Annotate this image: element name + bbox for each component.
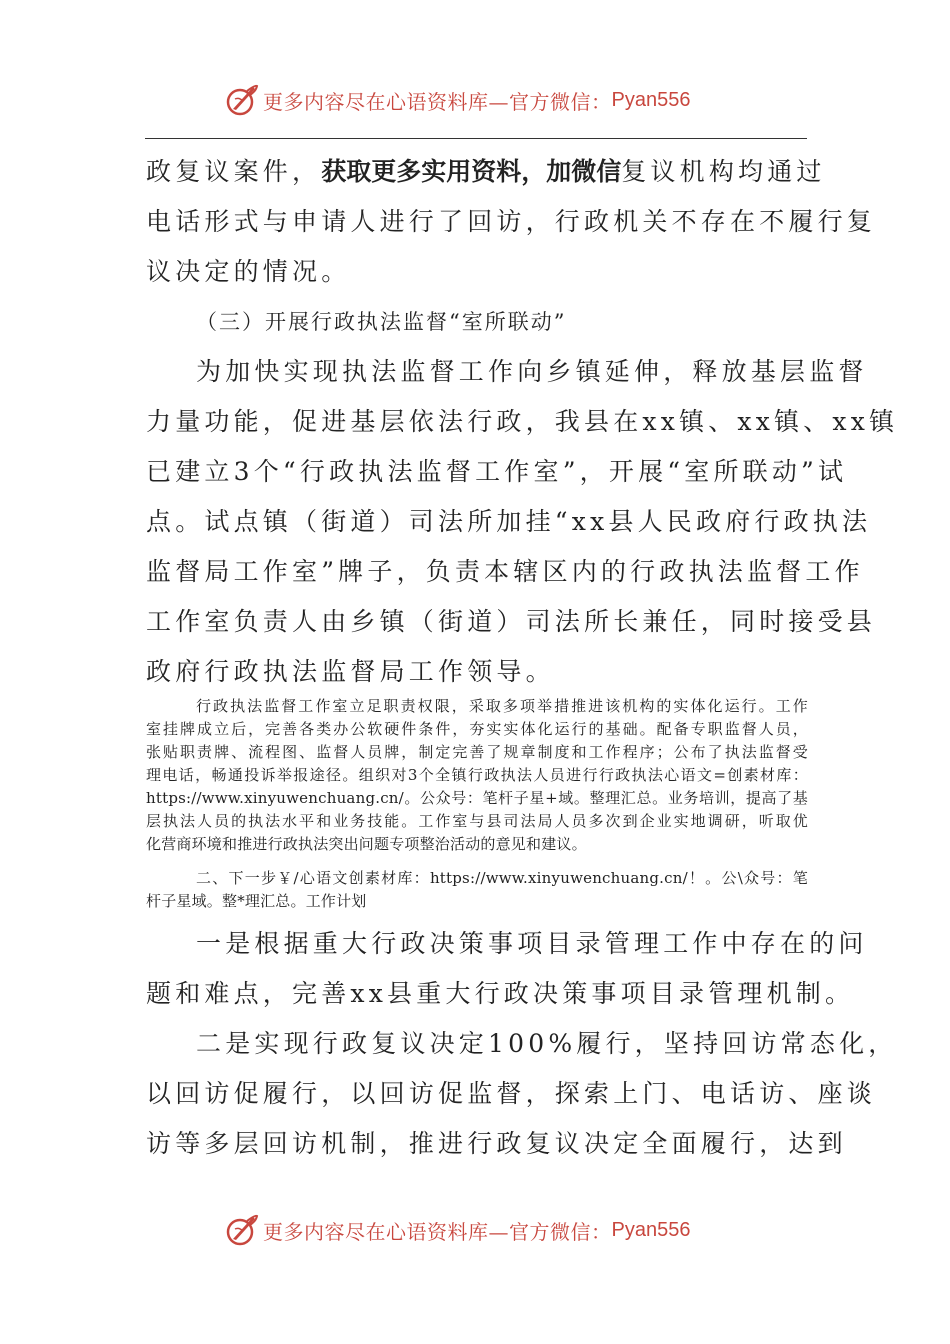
plan-line: 访等多层回访机制，推进行政复议决定全面履行，达到 — [146, 1129, 847, 1158]
intro-line-3: 议决定的情况。 — [146, 257, 351, 286]
top-banner — [0, 80, 950, 120]
header-rule — [145, 138, 807, 139]
small-paragraph-line: 理电话，畅通投诉举报途径。组织对3个全镇行政执法人员进行行政执法心语文=创素材库： — [146, 766, 808, 784]
section-3-line: 已建立3个“行政执法监督工作室”，开展“室所联动”试 — [146, 457, 848, 486]
intro-line-1-a: 政复议案件， — [146, 157, 322, 186]
intro-line-1-b: 复议机构均通过 — [621, 157, 826, 186]
small-paragraph-line: https://www.xinyuwenchuang.cn/。公众号：笔杆子星+域。整理汇总。业务培训，提高了基 — [146, 789, 808, 807]
plan-line: 题和难点，完善xx县重大行政决策事项目录管理机制。 — [146, 979, 855, 1008]
intro-line-1-bold: 获取更多实用资料，加微信 — [321, 157, 622, 186]
quill-pen-logo-icon — [225, 1213, 259, 1247]
small-paragraph-line: 层执法人员的执法水平和业务技能。工作室与县司法局人员多次到企业实地调研，听取优 — [146, 812, 808, 830]
section-3-line: 为加快实现执法监督工作向乡镇延伸，释放基层监督 — [196, 357, 868, 386]
section-3-line: 政府行政执法监督局工作领导。 — [146, 657, 555, 686]
next-steps-line: 杆子星域。整*理汇总。工作计划 — [146, 892, 367, 910]
banner-text: 更多内容尽在心语资料库—官方微信： — [263, 89, 612, 114]
intro-line-1 — [146, 147, 826, 197]
plan-line: 二是实现行政复议决定100%履行，坚持回访常态化， — [196, 1029, 898, 1058]
section-3-heading: （三）开展行政执法监督“室所联动” — [196, 310, 567, 334]
plan-line: 一是根据重大行政决策事项目录管理工作中存在的问 — [196, 929, 868, 958]
banner-wechat-id: Pyan556 — [611, 1218, 691, 1241]
next-steps-line: 二、下一步￥/心语文创素材库：https://www.xinyuwenchuang.cn/！。公\众号：笔 — [196, 869, 808, 887]
bottom-banner — [0, 1210, 950, 1250]
section-3-line: 工作室负责人由乡镇（街道）司法所长兼任，同时接受县 — [146, 607, 877, 636]
intro-line-2: 电话形式与申请人进行了回访，行政机关不存在不履行复 — [146, 207, 877, 236]
banner-text: 更多内容尽在心语资料库—官方微信： — [263, 1219, 612, 1244]
plan-line: 以回访促履行，以回访促监督，探索上门、电话访、座谈 — [146, 1079, 877, 1108]
quill-pen-logo-icon — [225, 83, 259, 117]
banner-wechat-id: Pyan556 — [611, 88, 691, 111]
small-paragraph-line: 室挂牌成立后，完善各类办公软硬件条件，夯实实体化运行的基础。配备专职监督人员， — [146, 720, 808, 738]
small-paragraph-line: 张贴职责牌、流程图、监督人员牌，制定完善了规章制度和工作程序；公布了执法监督受 — [146, 743, 808, 761]
section-3-line: 点。试点镇（街道）司法所加挂“xx县人民政府行政执法 — [146, 507, 872, 536]
small-paragraph-line: 行政执法监督工作室立足职责权限，采取多项举措推进该机构的实体化运行。工作 — [196, 697, 808, 715]
section-3-line: 力量功能，促进基层依法行政，我县在xx镇、xx镇、xx镇 — [146, 407, 899, 436]
small-paragraph-line: 化营商环境和推进行政执法突出问题专项整治活动的意见和建议。 — [146, 835, 587, 853]
section-3-line: 监督局工作室”牌子，负责本辖区内的行政执法监督工作 — [146, 557, 864, 586]
